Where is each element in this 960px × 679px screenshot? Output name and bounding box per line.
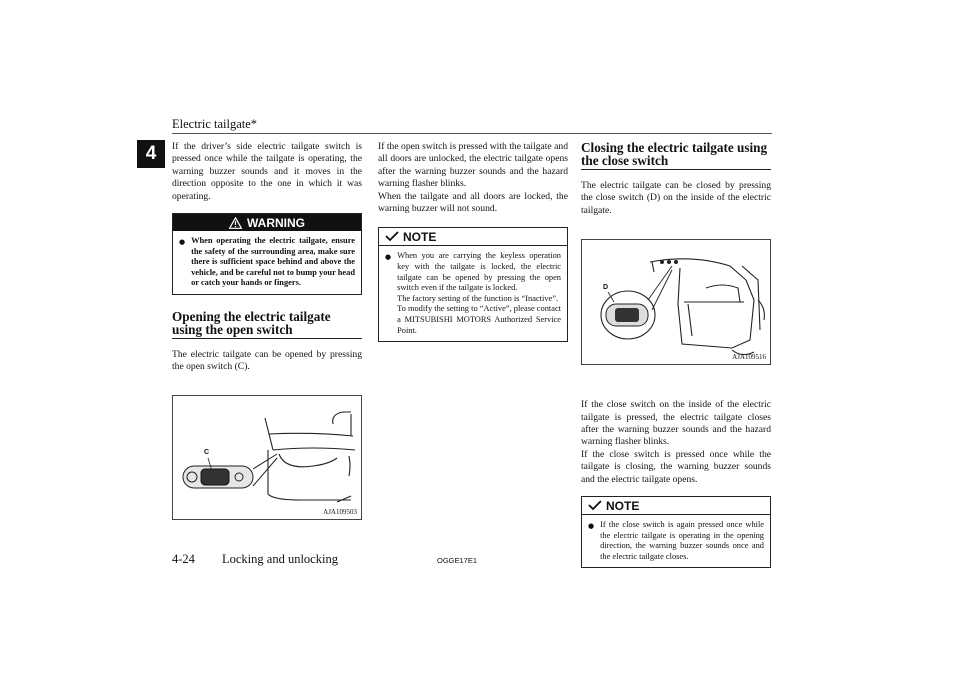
reverse-paragraph: If the close switch is pressed once while the tailgate is closing, the warning buzzer sounds and the electric tailgate opens.: [581, 448, 771, 485]
section-title-open: Opening the electric tailgate using the open switch: [172, 310, 362, 339]
page-number: 4-24: [172, 552, 195, 566]
bullet-icon: ●: [588, 522, 595, 531]
note-icon: [385, 231, 399, 242]
open-switch-details: [378, 141, 568, 215]
open-switch-illustration: [173, 396, 361, 517]
callout-c: C: [204, 448, 210, 456]
close-details-paragraph: If the close switch on the inside of the electric tailgate is pressed, the electric tailgate closes after the warning buzzer sounds and the hazard warning flasher blinks.: [581, 399, 771, 448]
note-label: NOTE: [606, 498, 640, 513]
note-text: If the close switch is again pressed once while the electric tailgate is operating in the opening direction, the warning buzzer sounds once and the electric tailgate closes.: [600, 520, 764, 561]
figure-close-switch: [581, 239, 771, 365]
figure-open-switch: [172, 395, 362, 520]
warning-box: [172, 213, 362, 295]
bullet-icon: ●: [179, 238, 186, 247]
column-1: [172, 141, 362, 520]
warning-label: WARNING: [247, 215, 305, 230]
running-header: Electric tailgate*: [172, 117, 258, 131]
close-switch-paragraph: The electric tailgate can be closed by pressing the close switch (D) on the inside of the electric tailgate.: [581, 180, 771, 216]
figure-code: AJA109516: [732, 353, 766, 362]
open-switch-paragraph: The electric tailgate can be opened by pressing the open switch (C).: [172, 349, 362, 373]
note-label: NOTE: [403, 229, 437, 244]
figure-code: AJA109503: [323, 507, 357, 516]
warning-item: [173, 231, 361, 294]
column-3: [581, 141, 771, 568]
note-icon: [588, 500, 602, 511]
intro-paragraph: If the driver’s side electric tailgate switch is pressed once while the tailgate is operating, the warning buzzer sounds and it moves in the direction opposite to the one in which it was operating.: [172, 141, 362, 202]
note-box: [378, 227, 568, 342]
note-item: [582, 515, 770, 567]
section-name: Locking and unlocking: [222, 552, 338, 566]
warning-text: When operating the electric tailgate, ensure the safety of the surrounding area, make sure there is sufficient space behind and above the vehicle, and be careful not to bump your head or catch your hands or fingers.: [191, 236, 355, 288]
note-header: [582, 497, 770, 515]
document-code: OGGE17E1: [437, 556, 478, 565]
callout-d: D: [603, 284, 609, 292]
open-details-paragraph: If the open switch is pressed with the tailgate and all doors are unlocked, the electric tailgate opens after the warning buzzer sounds and the hazard warning flasher blinks.: [378, 141, 568, 190]
chapter-tab: 4: [137, 140, 165, 168]
bullet-icon: ●: [385, 253, 392, 262]
note-text: When you are carrying the keyless operation key with the tailgate is locked, the electric tailgate can be opened by pressing the open switch even if the tailgate is locked. The factory setting of the function is “Inactive”. To modify the setting to “Active”, please contact a MITSUBISHI MOTORS Authorized Service Point.: [397, 251, 561, 335]
note-header: [379, 228, 567, 246]
header-divider: [172, 133, 772, 134]
close-switch-details: [581, 399, 771, 486]
close-switch-illustration: [582, 240, 770, 362]
section-title-close: Closing the electric tailgate using the close switch: [581, 141, 771, 170]
warning-header: [173, 214, 361, 231]
locked-paragraph: When the tailgate and all doors are locked, the warning buzzer will not sound.: [378, 190, 568, 215]
column-2: [378, 141, 568, 342]
note-box-close: [581, 496, 771, 568]
warning-icon: [229, 217, 242, 229]
note-item: [379, 246, 567, 341]
